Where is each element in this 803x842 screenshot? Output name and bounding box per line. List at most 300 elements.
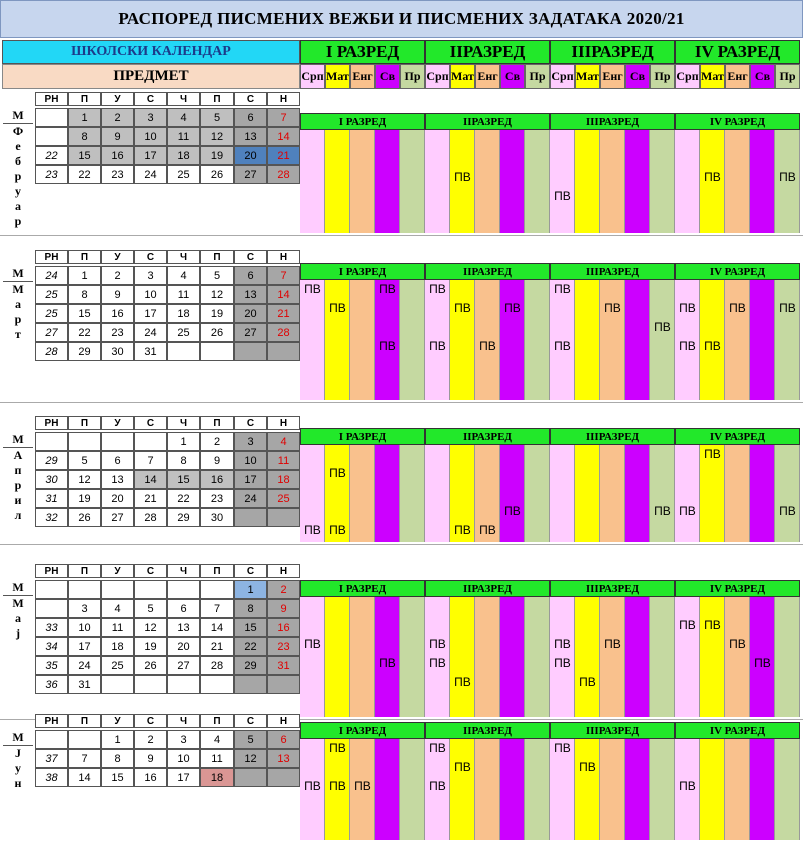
subject-column xyxy=(500,739,525,840)
calendar-cell: 9 xyxy=(134,749,167,768)
subject-column xyxy=(575,445,600,542)
weekday-header: Ч xyxy=(167,92,200,106)
grade-bar: I РАЗРЕД xyxy=(300,113,425,130)
month-letter: М xyxy=(3,730,33,746)
grade-bar: IV РАЗРЕД xyxy=(675,263,800,280)
grade-bar: I РАЗРЕД xyxy=(300,722,425,739)
subject-2: Енг xyxy=(725,64,750,89)
calendar-cell: 29 xyxy=(167,508,200,527)
subject-column xyxy=(625,739,650,840)
pv-mark: ПВ xyxy=(329,741,346,755)
subject-1: Мат xyxy=(325,64,350,89)
weekday-header: У xyxy=(101,92,134,106)
subject-2: Енг xyxy=(600,64,625,89)
calendar-cell: 21 xyxy=(134,489,167,508)
calendar-cell: 22 xyxy=(35,146,68,165)
calendar-cell: 30 xyxy=(200,508,234,527)
calendar-cell: 13 xyxy=(234,285,267,304)
calendar-cell: 29 xyxy=(234,656,267,675)
month-letter: т xyxy=(15,327,21,341)
calendar-cell: 24 xyxy=(68,656,101,675)
calendar-cell xyxy=(101,580,134,599)
calendar-cell: 18 xyxy=(200,768,234,787)
calendar-cell: 4 xyxy=(101,599,134,618)
calendar-cell: 33 xyxy=(35,618,68,637)
calendar-cell: 5 xyxy=(68,451,101,470)
calendar-cell: 24 xyxy=(35,266,68,285)
subject-column xyxy=(600,280,625,400)
subject-column xyxy=(475,130,500,233)
subject-column xyxy=(575,597,600,717)
month-letter: л xyxy=(14,508,22,522)
calendar-cell: 38 xyxy=(35,768,68,787)
calendar-cell: 26 xyxy=(200,165,234,184)
calendar-cell: 15 xyxy=(101,768,134,787)
calendar-cell xyxy=(101,675,134,694)
weekday-header: П xyxy=(68,416,101,430)
pv-mark: ПВ xyxy=(554,637,571,651)
pv-mark: ПВ xyxy=(454,523,471,537)
subject-column xyxy=(375,739,400,840)
calendar-cell: 7 xyxy=(267,266,300,285)
grade-bar: IIIРАЗРЕД xyxy=(550,722,675,739)
subject-column xyxy=(325,130,350,233)
pv-mark: ПВ xyxy=(554,656,571,670)
subject-column xyxy=(525,739,550,840)
pv-mark: ПВ xyxy=(329,301,346,315)
month-letter: р xyxy=(14,312,22,326)
weekday-header: П xyxy=(200,564,234,578)
calendar-cell xyxy=(200,342,234,361)
pv-mark: ПВ xyxy=(554,741,571,755)
month-label xyxy=(3,432,33,523)
calendar-cell: 27 xyxy=(101,508,134,527)
subject-column xyxy=(525,280,550,400)
month-label xyxy=(3,108,33,229)
calendar-cell: 20 xyxy=(234,146,267,165)
calendar-cell: 31 xyxy=(267,656,300,675)
pv-mark: ПВ xyxy=(479,523,496,537)
grade-bar: I РАЗРЕД xyxy=(300,580,425,597)
calendar-cell xyxy=(267,342,300,361)
calendar-cell: 2 xyxy=(200,432,234,451)
pv-mark: ПВ xyxy=(379,656,396,670)
calendar-cell: 24 xyxy=(234,489,267,508)
month-letter: М xyxy=(3,432,33,448)
grade-bar: IIIРАЗРЕД xyxy=(550,263,675,280)
subject-column xyxy=(650,739,675,840)
subject-column xyxy=(500,130,525,233)
calendar-cell: 7 xyxy=(68,749,101,768)
subject-column xyxy=(675,445,700,542)
pv-mark: ПВ xyxy=(504,301,521,315)
calendar-cell xyxy=(35,730,68,749)
pv-mark: ПВ xyxy=(304,637,321,651)
pv-mark: ПВ xyxy=(454,675,471,689)
subject-column xyxy=(675,130,700,233)
pv-mark: ПВ xyxy=(479,339,496,353)
calendar-cell: 14 xyxy=(134,470,167,489)
pv-mark: ПВ xyxy=(779,301,796,315)
subject-column xyxy=(725,280,750,400)
subject-column xyxy=(700,739,725,840)
calendar-cell: 9 xyxy=(200,451,234,470)
calendar-cell xyxy=(134,675,167,694)
calendar-cell: 4 xyxy=(267,432,300,451)
calendar-cell: 3 xyxy=(167,730,200,749)
weekday-header: РН xyxy=(35,416,68,430)
pv-mark: ПВ xyxy=(429,741,446,755)
calendar-cell: 12 xyxy=(234,749,267,768)
calendar-cell: 11 xyxy=(200,749,234,768)
calendar-cell xyxy=(234,675,267,694)
calendar-cell: 5 xyxy=(134,599,167,618)
subject-column xyxy=(725,130,750,233)
calendar-cell: 13 xyxy=(234,127,267,146)
calendar-cell: 25 xyxy=(267,489,300,508)
subject-column xyxy=(725,597,750,717)
calendar-cell: 24 xyxy=(134,323,167,342)
subject-column xyxy=(650,445,675,542)
calendar-cell xyxy=(35,127,68,146)
subject-column xyxy=(525,597,550,717)
calendar-cell: 9 xyxy=(101,127,134,146)
calendar-cell: 11 xyxy=(101,618,134,637)
calendar-cell: 35 xyxy=(35,656,68,675)
subject-4: Пр xyxy=(775,64,800,89)
weekday-header: Н xyxy=(267,714,300,728)
subject-2: Енг xyxy=(350,64,375,89)
calendar-cell xyxy=(234,768,267,787)
month-letter: М xyxy=(3,266,33,282)
calendar-cell: 25 xyxy=(167,323,200,342)
calendar-cell: 10 xyxy=(134,285,167,304)
month-letter: а xyxy=(15,199,21,213)
pv-mark: ПВ xyxy=(504,504,521,518)
subject-column xyxy=(675,597,700,717)
month-letter: у xyxy=(15,761,21,775)
calendar-cell: 17 xyxy=(167,768,200,787)
calendar-cell xyxy=(234,342,267,361)
month-letter: А xyxy=(13,448,23,462)
month-letter: М xyxy=(12,596,24,610)
page-title: РАСПОРЕД ПИСМЕНИХ ВЕЖБИ И ПИСМЕНИХ ЗАДАТАКА 2020/21 xyxy=(0,0,803,38)
grade-bar: IIIРАЗРЕД xyxy=(550,428,675,445)
calendar-cell: 1 xyxy=(101,730,134,749)
month-letter: п xyxy=(14,463,22,477)
pv-mark: ПВ xyxy=(704,339,721,353)
calendar-cell: 21 xyxy=(200,637,234,656)
grade-bar: I РАЗРЕД xyxy=(300,263,425,280)
subject-column xyxy=(625,445,650,542)
calendar-cell xyxy=(267,508,300,527)
calendar-cell: 19 xyxy=(134,637,167,656)
calendar-cell: 8 xyxy=(101,749,134,768)
pv-mark: ПВ xyxy=(304,282,321,296)
calendar-cell: 16 xyxy=(267,618,300,637)
subject-column xyxy=(550,130,575,233)
calendar-cell: 11 xyxy=(167,127,200,146)
calendar-cell: 18 xyxy=(167,146,200,165)
subject-3: Св xyxy=(750,64,775,89)
subject-column xyxy=(375,130,400,233)
pv-mark: ПВ xyxy=(554,282,571,296)
weekday-header: С xyxy=(234,714,267,728)
calendar-cell: 30 xyxy=(35,470,68,489)
weekday-header: П xyxy=(200,250,234,264)
subject-1: Мат xyxy=(700,64,725,89)
calendar-cell: 13 xyxy=(101,470,134,489)
weekday-header: РН xyxy=(35,714,68,728)
calendar-cell: 18 xyxy=(167,304,200,323)
subject-column xyxy=(300,597,325,717)
calendar-cell: 13 xyxy=(167,618,200,637)
pv-mark: ПВ xyxy=(554,339,571,353)
subject-column xyxy=(600,445,625,542)
calendar-cell xyxy=(134,580,167,599)
subject-2: Енг xyxy=(475,64,500,89)
calendar-label: ШКОЛСКИ КАЛЕНДАР xyxy=(2,40,300,64)
calendar-cell: 26 xyxy=(68,508,101,527)
calendar-cell: 31 xyxy=(35,489,68,508)
subject-column xyxy=(725,739,750,840)
calendar-cell: 31 xyxy=(134,342,167,361)
weekday-header: П xyxy=(68,564,101,578)
subject-column xyxy=(400,445,425,542)
calendar-cell: 36 xyxy=(35,675,68,694)
subject-column xyxy=(625,597,650,717)
month-letter: Ј xyxy=(15,746,21,760)
pv-mark: ПВ xyxy=(604,637,621,651)
grade-bar: IIРАЗРЕД xyxy=(425,580,550,597)
calendar-cell: 25 xyxy=(35,304,68,323)
grade-bar: IIРАЗРЕД xyxy=(425,722,550,739)
pv-mark: ПВ xyxy=(429,282,446,296)
calendar-cell: 13 xyxy=(267,749,300,768)
calendar-cell: 6 xyxy=(234,266,267,285)
grade-bar: IV РАЗРЕД xyxy=(675,722,800,739)
subject-column xyxy=(750,739,775,840)
calendar-cell: 22 xyxy=(167,489,200,508)
weekday-header: С xyxy=(234,564,267,578)
subject-label: ПРЕДМЕТ xyxy=(2,64,300,89)
pv-mark: ПВ xyxy=(779,504,796,518)
weekday-header: С xyxy=(134,714,167,728)
calendar-cell: 15 xyxy=(167,470,200,489)
calendar-cell: 2 xyxy=(101,108,134,127)
subject-column xyxy=(650,280,675,400)
subject-column xyxy=(450,739,475,840)
subject-column xyxy=(350,445,375,542)
calendar-cell: 11 xyxy=(267,451,300,470)
calendar-cell xyxy=(167,675,200,694)
calendar-cell: 8 xyxy=(68,127,101,146)
calendar-cell: 28 xyxy=(267,323,300,342)
subject-column xyxy=(775,597,800,717)
calendar-cell xyxy=(35,599,68,618)
subject-3: Св xyxy=(625,64,650,89)
subject-column xyxy=(700,597,725,717)
weekday-header: П xyxy=(68,92,101,106)
subject-column xyxy=(750,130,775,233)
weekday-header: Н xyxy=(267,416,300,430)
calendar-cell: 1 xyxy=(234,580,267,599)
calendar-cell: 22 xyxy=(234,637,267,656)
calendar-cell: 3 xyxy=(234,432,267,451)
calendar-cell: 14 xyxy=(267,127,300,146)
pv-mark: ПВ xyxy=(604,301,621,315)
month-letter: а xyxy=(15,611,21,625)
calendar-cell: 10 xyxy=(68,618,101,637)
calendar-cell: 26 xyxy=(134,656,167,675)
calendar-cell: 12 xyxy=(68,470,101,489)
subject-column xyxy=(300,280,325,400)
weekday-header: Н xyxy=(267,564,300,578)
pv-mark: ПВ xyxy=(454,170,471,184)
weekday-header: Н xyxy=(267,92,300,106)
pv-mark: ПВ xyxy=(329,523,346,537)
subject-column xyxy=(750,445,775,542)
subject-1: Мат xyxy=(575,64,600,89)
month-letter: М xyxy=(3,580,33,596)
calendar-cell xyxy=(68,580,101,599)
subject-column xyxy=(325,597,350,717)
subject-0: Срп xyxy=(550,64,575,89)
calendar-cell: 4 xyxy=(167,266,200,285)
grade-bar: IIIРАЗРЕД xyxy=(550,580,675,597)
calendar-cell: 25 xyxy=(35,285,68,304)
subject-column xyxy=(400,130,425,233)
subject-column xyxy=(600,739,625,840)
weekday-header: У xyxy=(101,564,134,578)
month-letter: М xyxy=(12,282,24,296)
subject-3: Св xyxy=(500,64,525,89)
calendar-cell: 27 xyxy=(167,656,200,675)
calendar-cell: 3 xyxy=(134,266,167,285)
subject-column xyxy=(500,445,525,542)
pv-mark: ПВ xyxy=(354,779,371,793)
weekday-header: У xyxy=(101,416,134,430)
calendar-cell: 7 xyxy=(200,599,234,618)
weekday-header: У xyxy=(101,714,134,728)
subject-column xyxy=(775,280,800,400)
subject-column xyxy=(350,130,375,233)
calendar-cell xyxy=(200,580,234,599)
weekday-header: РН xyxy=(35,92,68,106)
calendar-cell: 23 xyxy=(200,489,234,508)
calendar-cell: 25 xyxy=(167,165,200,184)
calendar-cell xyxy=(68,432,101,451)
calendar-cell xyxy=(267,768,300,787)
calendar-cell: 29 xyxy=(68,342,101,361)
calendar-cell: 19 xyxy=(200,146,234,165)
month-letter: б xyxy=(15,154,21,168)
weekday-header: С xyxy=(234,416,267,430)
calendar-cell: 31 xyxy=(68,675,101,694)
calendar-cell: 4 xyxy=(200,730,234,749)
subject-column xyxy=(525,445,550,542)
block-separator xyxy=(0,402,803,403)
calendar-cell: 20 xyxy=(101,489,134,508)
subject-4: Пр xyxy=(650,64,675,89)
subject-column xyxy=(750,280,775,400)
subject-column xyxy=(400,597,425,717)
calendar-cell: 6 xyxy=(267,730,300,749)
calendar-cell: 34 xyxy=(35,637,68,656)
pv-mark: ПВ xyxy=(704,447,721,461)
calendar-cell: 2 xyxy=(267,580,300,599)
calendar-cell: 22 xyxy=(68,165,101,184)
pv-mark: ПВ xyxy=(329,466,346,480)
calendar-cell: 23 xyxy=(101,165,134,184)
subject-column xyxy=(350,597,375,717)
subject-1: Мат xyxy=(450,64,475,89)
block-separator xyxy=(0,235,803,236)
calendar-cell: 1 xyxy=(68,108,101,127)
subject-column xyxy=(450,597,475,717)
calendar-cell: 11 xyxy=(167,285,200,304)
weekday-header: Ч xyxy=(167,564,200,578)
subject-3: Св xyxy=(375,64,400,89)
calendar-cell: 29 xyxy=(35,451,68,470)
subject-column xyxy=(625,130,650,233)
subject-column xyxy=(500,597,525,717)
calendar-cell xyxy=(234,508,267,527)
calendar-cell: 16 xyxy=(101,304,134,323)
calendar-cell: 8 xyxy=(234,599,267,618)
pv-mark: ПВ xyxy=(454,301,471,315)
pv-mark: ПВ xyxy=(704,170,721,184)
calendar-cell: 28 xyxy=(134,508,167,527)
weekday-header: С xyxy=(134,564,167,578)
calendar-cell: 19 xyxy=(200,304,234,323)
weekday-header: У xyxy=(101,250,134,264)
calendar-cell: 30 xyxy=(101,342,134,361)
weekday-header: С xyxy=(134,250,167,264)
subject-column xyxy=(350,280,375,400)
month-label xyxy=(3,730,33,791)
calendar-cell: 6 xyxy=(167,599,200,618)
calendar-cell: 20 xyxy=(167,637,200,656)
calendar-cell xyxy=(134,432,167,451)
subject-0: Срп xyxy=(300,64,325,89)
pv-mark: ПВ xyxy=(654,504,671,518)
weekday-header: П xyxy=(200,714,234,728)
calendar-cell: 23 xyxy=(101,323,134,342)
weekday-header: РН xyxy=(35,250,68,264)
month-letter: н xyxy=(14,776,22,790)
subject-column xyxy=(775,445,800,542)
calendar-cell: 10 xyxy=(167,749,200,768)
subject-column xyxy=(300,130,325,233)
pv-mark: ПВ xyxy=(679,339,696,353)
subject-column xyxy=(775,739,800,840)
calendar-cell: 28 xyxy=(267,165,300,184)
grade-bar: IV РАЗРЕД xyxy=(675,580,800,597)
calendar-cell: 27 xyxy=(35,323,68,342)
calendar-cell: 2 xyxy=(101,266,134,285)
calendar-cell xyxy=(200,675,234,694)
calendar-cell: 24 xyxy=(134,165,167,184)
calendar-cell xyxy=(267,675,300,694)
calendar-cell: 5 xyxy=(200,266,234,285)
subject-column xyxy=(600,130,625,233)
weekday-header: П xyxy=(200,416,234,430)
grade-header: IV РАЗРЕД xyxy=(675,40,800,64)
calendar-cell xyxy=(167,580,200,599)
calendar-cell: 15 xyxy=(68,146,101,165)
subject-4: Пр xyxy=(400,64,425,89)
